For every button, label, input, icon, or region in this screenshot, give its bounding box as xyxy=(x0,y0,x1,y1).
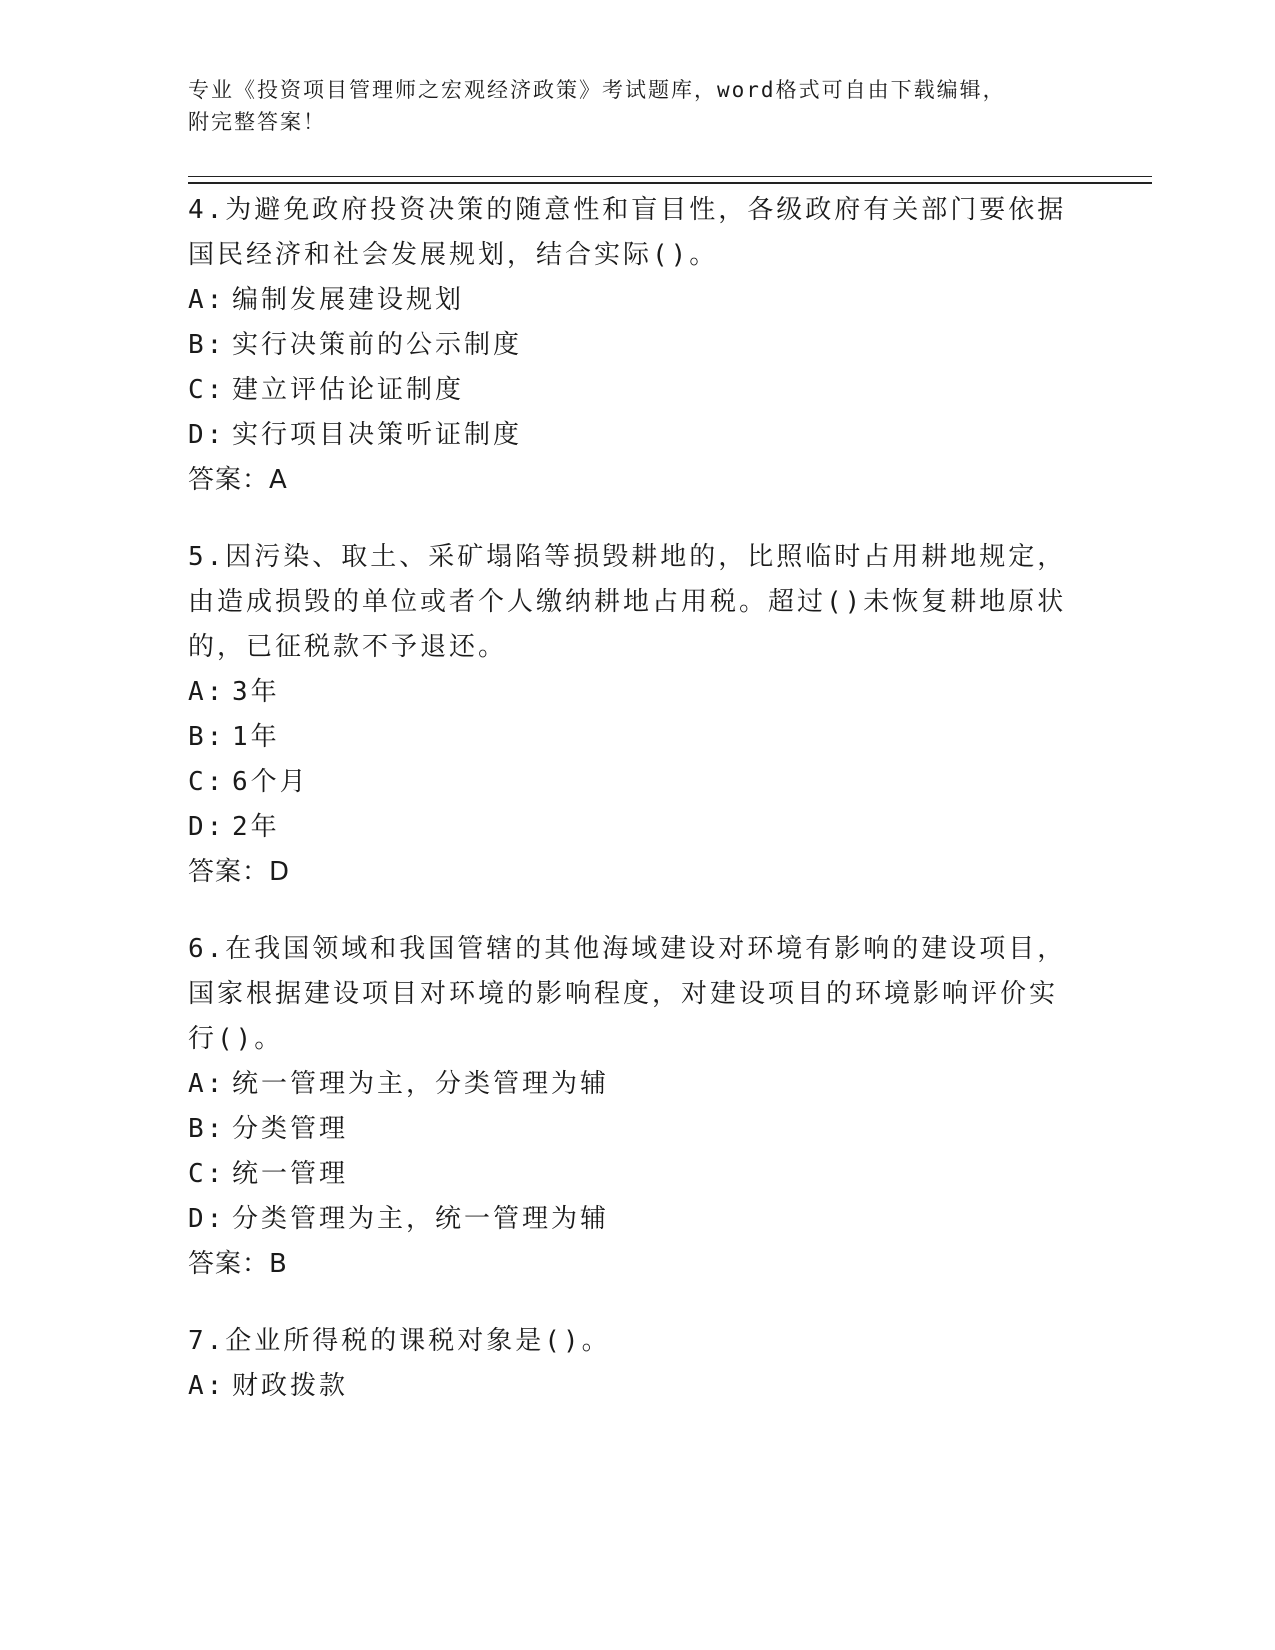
option-a xyxy=(188,1062,1068,1107)
answer-line: 答案：D xyxy=(188,857,291,887)
stem-line: 由造成损毁的单位或者个人缴纳耕地占用税。超过()未恢复耕地原状 xyxy=(188,587,1067,617)
option-key: A: xyxy=(188,285,226,315)
question-stem xyxy=(188,1319,1068,1364)
option-text: 6个月 xyxy=(232,767,309,797)
option-key: C: xyxy=(188,767,226,797)
option-text: 实行项目决策听证制度 xyxy=(232,420,523,450)
option-d xyxy=(188,805,1068,850)
option-key: D: xyxy=(188,420,226,450)
stem-line: 7.企业所得税的课税对象是()。 xyxy=(188,1326,611,1356)
question-stem xyxy=(188,927,1068,1062)
stem-line: 的，已征税款不予退还。 xyxy=(188,632,508,662)
stem-line: 5.因污染、取土、采矿塌陷等损毁耕地的，比照临时占用耕地规定， xyxy=(188,542,1067,572)
option-key: D: xyxy=(188,1204,226,1234)
option-text: 分类管理为主，统一管理为辅 xyxy=(232,1204,610,1234)
option-a xyxy=(188,1364,1068,1409)
stem-line: 国家根据建设项目对环境的影响程度，对建设项目的环境影响评价实 xyxy=(188,979,1059,1009)
option-text: 2年 xyxy=(232,812,280,842)
header-divider-thick xyxy=(188,182,1152,184)
answer-line: 答案：B xyxy=(188,1249,288,1279)
option-b xyxy=(188,323,1068,368)
question-item xyxy=(188,535,1068,895)
option-text: 3年 xyxy=(232,677,280,707)
question-item xyxy=(188,188,1068,503)
stem-line: 行()。 xyxy=(188,1024,284,1054)
stem-line: 国民经济和社会发展规划，结合实际()。 xyxy=(188,240,719,270)
option-key: A: xyxy=(188,1371,226,1401)
question-list xyxy=(188,188,1068,1441)
header-line-1: 专业《投资项目管理师之宏观经济政策》考试题库，word格式可自由下载编辑， xyxy=(188,78,1006,102)
option-text: 1年 xyxy=(232,722,280,752)
question-stem xyxy=(188,188,1068,278)
option-key: A: xyxy=(188,1069,226,1099)
option-a xyxy=(188,670,1068,715)
option-d xyxy=(188,1197,1068,1242)
header-divider-thin xyxy=(188,176,1152,177)
document-header xyxy=(188,74,1068,138)
stem-line: 4.为避免政府投资决策的随意性和盲目性，各级政府有关部门要依据 xyxy=(188,195,1067,225)
option-text: 建立评估论证制度 xyxy=(232,375,465,405)
stem-line: 6.在我国领域和我国管辖的其他海域建设对环境有影响的建设项目， xyxy=(188,934,1067,964)
option-c xyxy=(188,1152,1068,1197)
option-a xyxy=(188,278,1068,323)
option-text: 统一管理 xyxy=(232,1159,349,1189)
option-c xyxy=(188,760,1068,805)
option-text: 分类管理 xyxy=(232,1114,349,1144)
option-text: 统一管理为主，分类管理为辅 xyxy=(232,1069,610,1099)
option-key: B: xyxy=(188,1114,226,1144)
option-text: 编制发展建设规划 xyxy=(232,285,465,315)
question-item xyxy=(188,927,1068,1287)
option-text: 财政拨款 xyxy=(232,1371,349,1401)
option-d xyxy=(188,413,1068,458)
option-b xyxy=(188,1107,1068,1152)
option-c xyxy=(188,368,1068,413)
option-b xyxy=(188,715,1068,760)
header-line-2: 附完整答案！ xyxy=(188,110,326,134)
answer-line: 答案：A xyxy=(188,465,288,495)
option-text: 实行决策前的公示制度 xyxy=(232,330,523,360)
option-key: A: xyxy=(188,677,226,707)
question-stem xyxy=(188,535,1068,670)
option-key: C: xyxy=(188,1159,226,1189)
option-key: B: xyxy=(188,722,226,752)
option-key: D: xyxy=(188,812,226,842)
option-key: C: xyxy=(188,375,226,405)
option-key: B: xyxy=(188,330,226,360)
question-item xyxy=(188,1319,1068,1409)
